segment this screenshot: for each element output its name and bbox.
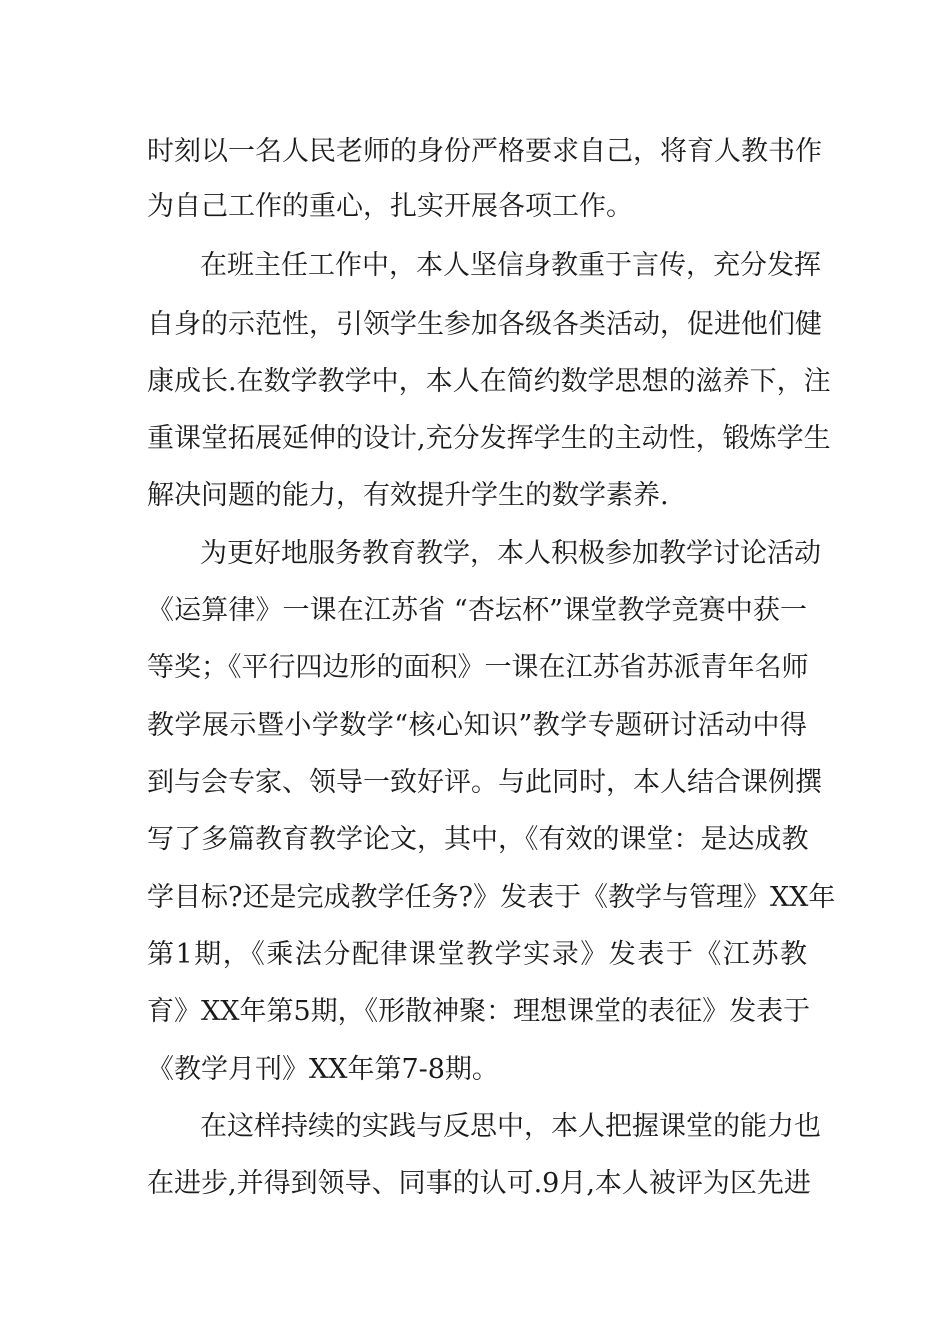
text-line: 第1期，《乘法分配律课堂教学实录》发表于《江苏教 (147, 939, 807, 970)
text-line: 教学展示暨小学数学“核心知识”教学专题研讨活动中得 (147, 710, 807, 741)
text-line: 重课堂拓展延伸的设计,充分发挥学生的主动性，锻炼学生 (147, 423, 831, 454)
text-line: 在进步,并得到领导、同事的认可.9月,本人被评为区先进 (147, 1168, 811, 1199)
text-line: 学目标?还是完成教学任务?》发表于《教学与管理》XX年 (147, 882, 836, 913)
text-line: 写了多篇教育教学论文，其中，《有效的课堂：是达成教 (147, 824, 809, 855)
text-line: 为自己工作的重心，扎实开展各项工作。 (147, 191, 633, 222)
paragraph-first-line: 在班主任工作中，本人坚信身教重于言传，充分发挥 (200, 250, 821, 281)
text-line: 等奖；《平行四边形的面积》一课在江苏省苏派青年名师 (147, 652, 809, 683)
paragraph-first-line: 为更好地服务教育教学，本人积极参加教学讨论活动 (200, 538, 821, 569)
text-line: 康成长.在数学教学中，本人在简约数学思想的滋养下，注 (147, 366, 831, 397)
text-line: 《运算律》一课在江苏省 “杏坛杯”课堂教学竞赛中获一 (147, 595, 807, 626)
text-line: 育》XX年第5期，《形散神聚：理想课堂的表征》发表于 (147, 996, 811, 1027)
text-line: 自身的示范性，引领学生参加各级各类活动，促进他们健 (147, 309, 822, 340)
text-line: 时刻以一名人民老师的身份严格要求自己，将育人教书作 (147, 136, 822, 167)
paragraph-first-line: 在这样持续的实践与反思中，本人把握课堂的能力也 (200, 1111, 821, 1142)
text-line: 解决问题的能力，有效提升学生的数学素养. (147, 480, 669, 511)
text-line: 《教学月刊》XX年第7-8期。 (147, 1054, 499, 1085)
text-line: 到与会专家、领导一致好评。与此同时，本人结合课例撰 (147, 767, 822, 798)
